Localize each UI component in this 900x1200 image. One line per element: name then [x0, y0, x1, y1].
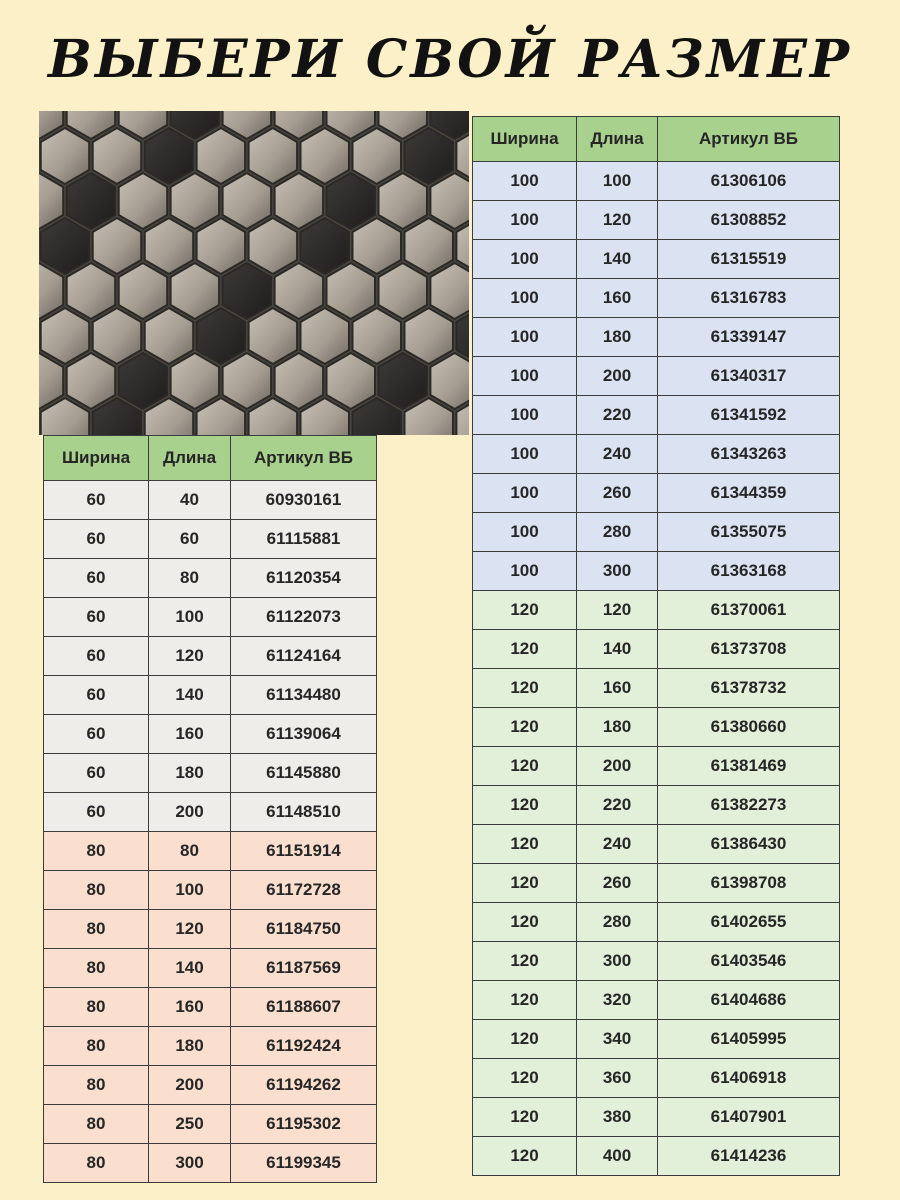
col-header-length: Длина	[149, 436, 231, 481]
cell-width: 80	[44, 1027, 149, 1066]
cell-article: 61341592	[658, 396, 840, 435]
cell-length: 200	[149, 1066, 231, 1105]
cell-article: 61151914	[231, 832, 377, 871]
table-row	[473, 162, 840, 201]
table-row	[44, 715, 377, 754]
table-row	[473, 591, 840, 630]
cell-width: 100	[473, 162, 577, 201]
cell-width: 100	[473, 318, 577, 357]
cell-article: 61404686	[658, 981, 840, 1020]
cell-width: 60	[44, 715, 149, 754]
cell-article: 61192424	[231, 1027, 377, 1066]
table-row	[44, 793, 377, 832]
cell-length: 280	[577, 513, 658, 552]
cell-width: 120	[473, 1020, 577, 1059]
cell-article: 61199345	[231, 1144, 377, 1183]
cell-width: 60	[44, 481, 149, 520]
cell-width: 100	[473, 240, 577, 279]
cell-width: 80	[44, 832, 149, 871]
cell-article: 61124164	[231, 637, 377, 676]
table-row	[44, 1066, 377, 1105]
cell-article: 61344359	[658, 474, 840, 513]
table-row	[473, 825, 840, 864]
cell-width: 60	[44, 598, 149, 637]
cell-article: 61315519	[658, 240, 840, 279]
cell-length: 180	[149, 1027, 231, 1066]
cell-article: 61407901	[658, 1098, 840, 1137]
cell-width: 120	[473, 981, 577, 1020]
cell-length: 100	[149, 871, 231, 910]
cell-length: 120	[577, 591, 658, 630]
table-row	[473, 318, 840, 357]
table-row	[44, 1105, 377, 1144]
table-row	[473, 942, 840, 981]
table-row	[44, 832, 377, 871]
cell-article: 61340317	[658, 357, 840, 396]
col-header-length: Длина	[577, 117, 658, 162]
table-row	[473, 747, 840, 786]
cell-article: 61306106	[658, 162, 840, 201]
cell-article: 61187569	[231, 949, 377, 988]
cell-article: 61145880	[231, 754, 377, 793]
cell-length: 140	[577, 240, 658, 279]
cell-article: 61363168	[658, 552, 840, 591]
cell-length: 60	[149, 520, 231, 559]
cell-width: 120	[473, 669, 577, 708]
cell-length: 160	[149, 715, 231, 754]
cell-length: 300	[577, 552, 658, 591]
cell-width: 60	[44, 637, 149, 676]
table-row	[473, 903, 840, 942]
cell-article: 61414236	[658, 1137, 840, 1176]
cell-width: 60	[44, 754, 149, 793]
cell-width: 60	[44, 793, 149, 832]
cell-length: 340	[577, 1020, 658, 1059]
cell-length: 160	[149, 988, 231, 1027]
cell-width: 120	[473, 864, 577, 903]
cell-length: 400	[577, 1137, 658, 1176]
table-row	[44, 988, 377, 1027]
cell-article: 61382273	[658, 786, 840, 825]
cell-width: 120	[473, 825, 577, 864]
page-title: ВЫБЕРИ СВОЙ РАЗМЕР	[48, 29, 852, 90]
cell-length: 260	[577, 864, 658, 903]
cell-article: 61370061	[658, 591, 840, 630]
cell-length: 180	[577, 708, 658, 747]
cell-article: 61381469	[658, 747, 840, 786]
col-header-article: Артикул ВБ	[231, 436, 377, 481]
cell-width: 100	[473, 279, 577, 318]
cell-width: 120	[473, 591, 577, 630]
table-row	[473, 513, 840, 552]
table-row	[473, 435, 840, 474]
cell-article: 61115881	[231, 520, 377, 559]
cell-length: 140	[149, 676, 231, 715]
cell-length: 260	[577, 474, 658, 513]
cell-article: 61402655	[658, 903, 840, 942]
cell-length: 80	[149, 559, 231, 598]
table-row	[44, 1027, 377, 1066]
cell-width: 120	[473, 1137, 577, 1176]
table-row	[473, 1059, 840, 1098]
cell-article: 61386430	[658, 825, 840, 864]
cell-length: 100	[577, 162, 658, 201]
table-row	[44, 910, 377, 949]
table-row	[473, 552, 840, 591]
table-row	[473, 630, 840, 669]
cell-article: 61378732	[658, 669, 840, 708]
cell-article: 61188607	[231, 988, 377, 1027]
cell-width: 100	[473, 552, 577, 591]
cell-article: 61339147	[658, 318, 840, 357]
cell-length: 160	[577, 279, 658, 318]
cell-article: 61172728	[231, 871, 377, 910]
cell-width: 120	[473, 747, 577, 786]
cell-length: 240	[577, 435, 658, 474]
cell-article: 61398708	[658, 864, 840, 903]
cell-article: 60930161	[231, 481, 377, 520]
size-table-left	[43, 435, 377, 1183]
cell-article: 61139064	[231, 715, 377, 754]
cell-length: 320	[577, 981, 658, 1020]
cell-article: 61194262	[231, 1066, 377, 1105]
hexagon-pattern-photo	[39, 111, 469, 435]
cell-length: 200	[577, 357, 658, 396]
cell-article: 61355075	[658, 513, 840, 552]
size-table-right	[472, 116, 840, 1176]
cell-article: 61405995	[658, 1020, 840, 1059]
cell-length: 140	[149, 949, 231, 988]
cell-width: 80	[44, 871, 149, 910]
table-row	[44, 520, 377, 559]
cell-length: 180	[577, 318, 658, 357]
cell-width: 120	[473, 1059, 577, 1098]
cell-length: 160	[577, 669, 658, 708]
table-row	[473, 981, 840, 1020]
cell-length: 140	[577, 630, 658, 669]
cell-article: 61373708	[658, 630, 840, 669]
cell-width: 100	[473, 435, 577, 474]
table-row	[473, 669, 840, 708]
table-row	[473, 396, 840, 435]
cell-width: 100	[473, 201, 577, 240]
cell-length: 80	[149, 832, 231, 871]
cell-width: 120	[473, 1098, 577, 1137]
cell-length: 300	[577, 942, 658, 981]
cell-length: 120	[149, 910, 231, 949]
cell-width: 120	[473, 786, 577, 825]
table-row	[473, 357, 840, 396]
cell-width: 60	[44, 520, 149, 559]
cell-article: 61148510	[231, 793, 377, 832]
cell-length: 380	[577, 1098, 658, 1137]
cell-width: 120	[473, 630, 577, 669]
table-row	[44, 676, 377, 715]
cell-width: 80	[44, 1144, 149, 1183]
cell-length: 360	[577, 1059, 658, 1098]
cell-width: 80	[44, 988, 149, 1027]
cell-width: 120	[473, 903, 577, 942]
cell-article: 61380660	[658, 708, 840, 747]
cell-width: 100	[473, 357, 577, 396]
table-row	[473, 1020, 840, 1059]
table-row	[44, 637, 377, 676]
table-header-row	[473, 117, 840, 162]
cell-length: 200	[149, 793, 231, 832]
cell-length: 250	[149, 1105, 231, 1144]
cell-article: 61308852	[658, 201, 840, 240]
cell-length: 220	[577, 396, 658, 435]
cell-width: 60	[44, 676, 149, 715]
cell-width: 80	[44, 949, 149, 988]
col-header-width: Ширина	[44, 436, 149, 481]
cell-length: 120	[149, 637, 231, 676]
cell-length: 120	[577, 201, 658, 240]
table-row	[44, 481, 377, 520]
table-row	[44, 871, 377, 910]
cell-length: 220	[577, 786, 658, 825]
cell-length: 240	[577, 825, 658, 864]
cell-width: 100	[473, 474, 577, 513]
col-header-width: Ширина	[473, 117, 577, 162]
cell-length: 300	[149, 1144, 231, 1183]
cell-width: 80	[44, 1105, 149, 1144]
table-row	[473, 1137, 840, 1176]
table-row	[44, 754, 377, 793]
table-row	[473, 474, 840, 513]
cell-width: 80	[44, 910, 149, 949]
cell-article: 61316783	[658, 279, 840, 318]
cell-article: 61403546	[658, 942, 840, 981]
cell-width: 80	[44, 1066, 149, 1105]
cell-length: 180	[149, 754, 231, 793]
cell-article: 61134480	[231, 676, 377, 715]
table-row	[473, 240, 840, 279]
cell-article: 61120354	[231, 559, 377, 598]
cell-article: 61343263	[658, 435, 840, 474]
cell-article: 61406918	[658, 1059, 840, 1098]
cell-length: 40	[149, 481, 231, 520]
cell-width: 120	[473, 942, 577, 981]
cell-article: 61195302	[231, 1105, 377, 1144]
cell-article: 61184750	[231, 910, 377, 949]
table-row	[473, 786, 840, 825]
cell-width: 120	[473, 708, 577, 747]
col-header-article: Артикул ВБ	[658, 117, 840, 162]
cell-length: 100	[149, 598, 231, 637]
table-row	[44, 598, 377, 637]
table-row	[44, 1144, 377, 1183]
cell-length: 280	[577, 903, 658, 942]
table-row	[473, 201, 840, 240]
table-row	[473, 708, 840, 747]
cell-length: 200	[577, 747, 658, 786]
table-row	[473, 864, 840, 903]
cell-width: 100	[473, 396, 577, 435]
table-row	[44, 949, 377, 988]
table-row	[473, 1098, 840, 1137]
table-row	[44, 559, 377, 598]
cell-article: 61122073	[231, 598, 377, 637]
table-header-row	[44, 436, 377, 481]
cell-width: 100	[473, 513, 577, 552]
cell-width: 60	[44, 559, 149, 598]
table-row	[473, 279, 840, 318]
